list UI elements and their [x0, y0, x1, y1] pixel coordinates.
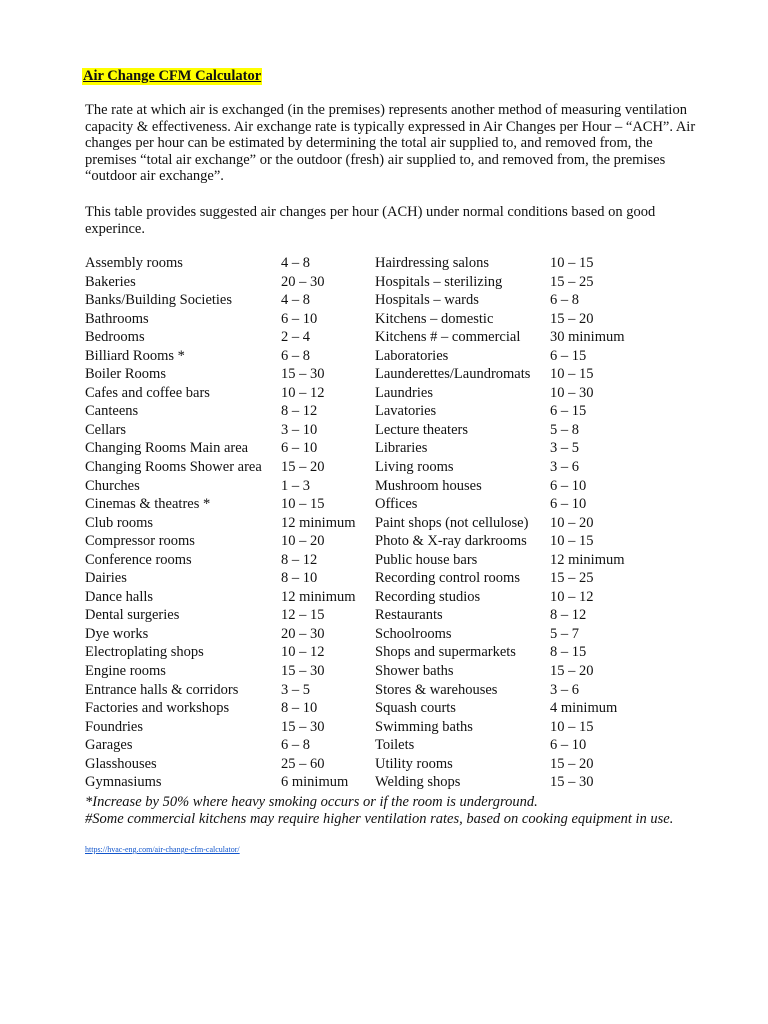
room-type-left: Electroplating shops — [85, 644, 204, 661]
ach-value-right: 3 – 5 — [550, 440, 579, 457]
table-row — [85, 273, 640, 292]
ach-value-right: 5 – 7 — [550, 625, 579, 642]
ach-value-left: 8 – 12 — [281, 551, 318, 568]
ach-value-left: 4 – 8 — [281, 255, 310, 271]
ach-value-right: 6 – 10 — [550, 477, 587, 494]
ach-value-right: 8 – 12 — [550, 607, 587, 624]
table-row — [85, 736, 640, 755]
table-row — [85, 718, 640, 737]
room-type-right: Squash courts — [375, 700, 456, 717]
room-type-left: Cellars — [85, 421, 127, 438]
ach-value-left: 6 – 10 — [281, 440, 318, 457]
ach-value-left: 10 – 20 — [281, 533, 325, 550]
table-row — [85, 569, 640, 588]
room-type-left: Foundries — [85, 718, 143, 735]
room-type-left: Changing Rooms Main area — [85, 440, 249, 457]
table-row — [85, 347, 640, 366]
room-type-left: Factories and workshops — [85, 700, 230, 717]
ach-value-right: 3 – 6 — [550, 459, 579, 476]
table-row — [85, 625, 640, 644]
room-type-right: Offices — [375, 496, 418, 513]
ach-value-right: 10 – 15 — [550, 255, 594, 271]
ach-value-right: 6 – 8 — [550, 292, 579, 309]
table-row — [85, 643, 640, 662]
ach-value-right: 15 – 20 — [550, 663, 594, 680]
document-title: Air Change CFM Calculator — [83, 68, 262, 84]
ach-value-right: 30 minimum — [550, 329, 625, 346]
table-row — [85, 662, 640, 681]
ach-value-left: 6 – 10 — [281, 310, 318, 327]
ach-value-right: 10 – 30 — [550, 384, 594, 401]
ach-value-left: 4 – 8 — [281, 292, 310, 309]
room-type-right: Living rooms — [375, 459, 454, 476]
room-type-right: Hospitals – sterilizing — [375, 273, 503, 290]
table-row — [85, 421, 640, 440]
room-type-left: Glasshouses — [85, 755, 157, 772]
ach-value-left: 8 – 10 — [281, 700, 318, 717]
table-row — [85, 773, 640, 792]
ach-value-left: 15 – 30 — [281, 366, 325, 383]
ach-value-left: 3 – 5 — [281, 681, 310, 698]
ach-table — [85, 254, 640, 792]
ach-value-left: 25 – 60 — [281, 755, 325, 772]
room-type-right: Libraries — [375, 440, 428, 457]
room-type-left: Entrance halls & corridors — [85, 681, 239, 698]
table-row — [85, 699, 640, 718]
room-type-left: Dairies — [85, 570, 127, 587]
room-type-right: Schoolrooms — [375, 625, 452, 642]
table-row — [85, 291, 640, 310]
table-row — [85, 384, 640, 403]
ach-value-left: 12 minimum — [281, 514, 356, 531]
room-type-right: Paint shops (not cellulose) — [375, 514, 529, 531]
table-row — [85, 458, 640, 477]
room-type-right: Mushroom houses — [375, 477, 482, 494]
table-row — [85, 439, 640, 458]
table-row — [85, 495, 640, 514]
room-type-right: Utility rooms — [375, 755, 453, 772]
ach-value-right: 10 – 20 — [550, 514, 594, 531]
ach-value-left: 12 minimum — [281, 588, 356, 605]
ach-value-right: 5 – 8 — [550, 421, 579, 438]
room-type-right: Hospitals – wards — [375, 292, 479, 309]
room-type-right: Recording control rooms — [375, 570, 520, 587]
room-type-left: Banks/Building Societies — [85, 292, 233, 309]
room-type-right: Welding shops — [375, 774, 461, 791]
table-row — [85, 514, 640, 533]
room-type-right: Laundries — [375, 384, 433, 401]
ach-value-left: 6 – 8 — [281, 737, 310, 754]
ach-value-right: 4 minimum — [550, 700, 618, 717]
ach-value-right: 10 – 15 — [550, 718, 594, 735]
room-type-left: Club rooms — [85, 514, 154, 531]
kitchen-footnote: #Some commercial kitchens may require higher ventilation rates, based on cooking equipment in use. — [85, 811, 674, 827]
table-intro-paragraph: This table provides suggested air changes per hour (ACH) under normal conditions based on good experince. — [85, 204, 656, 237]
room-type-left: Engine rooms — [85, 663, 166, 680]
room-type-left: Gymnasiums — [85, 774, 162, 791]
room-type-left: Dance halls — [85, 588, 154, 605]
ach-value-right: 8 – 15 — [550, 644, 587, 661]
room-type-right: Shops and supermarkets — [375, 644, 516, 661]
ach-value-left: 8 – 10 — [281, 570, 318, 587]
room-type-right: Kitchens – domestic — [375, 310, 494, 327]
intro-paragraph: The rate at which air is exchanged (in the premises) represents another method of measuring ventilation capacity & effectiveness. Air exchange rate is typically expressed in Air Changes per Hour – “ACH”. Air changes per hour can be estimated by determining the total air supplied to, and removed from, the premises “total air exchange” or the outdoor (fresh) air supplied to, and removed from, the premises “outdoor air exchange”. — [85, 102, 696, 185]
table-row — [85, 681, 640, 700]
room-type-right: Laboratories — [375, 347, 449, 364]
room-type-left: Bathrooms — [85, 310, 149, 327]
ach-value-left: 15 – 30 — [281, 718, 325, 735]
ach-value-right: 10 – 15 — [550, 533, 594, 550]
room-type-right: Lecture theaters — [375, 421, 468, 438]
room-type-right: Lavatories — [375, 403, 437, 420]
ach-value-left: 1 – 3 — [281, 477, 310, 494]
ach-value-left: 6 – 8 — [281, 347, 310, 364]
room-type-right: Photo & X-ray darkrooms — [375, 533, 527, 550]
table-row — [85, 254, 640, 273]
table-row — [85, 606, 640, 625]
room-type-left: Boiler Rooms — [85, 366, 166, 383]
ach-value-right: 15 – 25 — [550, 273, 594, 290]
ach-value-left: 12 – 15 — [281, 607, 325, 624]
ach-value-left: 10 – 12 — [281, 644, 325, 661]
ach-value-left: 20 – 30 — [281, 273, 325, 290]
room-type-left: Garages — [85, 737, 133, 754]
ach-value-left: 20 – 30 — [281, 625, 325, 642]
ach-value-right: 3 – 6 — [550, 681, 579, 698]
ach-value-right: 12 minimum — [550, 551, 625, 568]
table-row — [85, 365, 640, 384]
room-type-left: Conference rooms — [85, 551, 192, 568]
room-type-left: Canteens — [85, 403, 139, 420]
ach-value-left: 10 – 12 — [281, 384, 325, 401]
ach-value-right: 15 – 30 — [550, 774, 594, 791]
table-row — [85, 402, 640, 421]
table-row — [85, 532, 640, 551]
table-row — [85, 588, 640, 607]
ach-value-right: 6 – 10 — [550, 737, 587, 754]
room-type-left: Bakeries — [85, 273, 136, 290]
room-type-left: Cafes and coffee bars — [85, 384, 210, 401]
room-type-right: Restaurants — [375, 607, 443, 624]
room-type-left: Changing Rooms Shower area — [85, 459, 262, 476]
room-type-right: Public house bars — [375, 551, 478, 568]
ach-value-left: 6 minimum — [281, 774, 349, 791]
room-type-left: Compressor rooms — [85, 533, 195, 550]
room-type-right: Shower baths — [375, 663, 454, 680]
ach-value-right: 15 – 25 — [550, 570, 594, 587]
ach-value-right: 6 – 10 — [550, 496, 587, 513]
room-type-right: Stores & warehouses — [375, 681, 498, 698]
ach-value-left: 15 – 30 — [281, 663, 325, 680]
room-type-right: Toilets — [375, 737, 415, 754]
ach-value-right: 15 – 20 — [550, 310, 594, 327]
ach-value-right: 10 – 12 — [550, 588, 594, 605]
table-row — [85, 755, 640, 774]
smoking-footnote: *Increase by 50% where heavy smoking occurs or if the room is underground. — [85, 794, 538, 810]
ach-value-left: 10 – 15 — [281, 496, 325, 513]
room-type-right: Swimming baths — [375, 718, 473, 735]
room-type-right: Kitchens # – commercial — [375, 329, 521, 346]
ach-value-right: 6 – 15 — [550, 403, 587, 420]
source-link[interactable]: https://hvac-eng.com/air-change-cfm-calculator/ — [85, 845, 240, 854]
room-type-left: Bedrooms — [85, 329, 145, 346]
table-row — [85, 310, 640, 329]
ach-value-right: 10 – 15 — [550, 366, 594, 383]
room-type-left: Cinemas & theatres * — [85, 496, 211, 513]
room-type-left: Churches — [85, 477, 140, 494]
ach-value-left: 8 – 12 — [281, 403, 318, 420]
table-row — [85, 328, 640, 347]
ach-value-left: 15 – 20 — [281, 459, 325, 476]
ach-value-left: 3 – 10 — [281, 421, 318, 438]
room-type-left: Dye works — [85, 625, 149, 642]
ach-value-right: 15 – 20 — [550, 755, 594, 772]
table-row — [85, 477, 640, 496]
ach-value-left: 2 – 4 — [281, 329, 310, 346]
ach-value-right: 6 – 15 — [550, 347, 587, 364]
room-type-left: Assembly rooms — [85, 255, 183, 271]
room-type-left: Billiard Rooms * — [85, 347, 185, 364]
room-type-right: Hairdressing salons — [375, 255, 489, 271]
room-type-right: Launderettes/Laundromats — [375, 366, 531, 383]
room-type-left: Dental surgeries — [85, 607, 180, 624]
room-type-right: Recording studios — [375, 588, 481, 605]
table-row — [85, 551, 640, 570]
